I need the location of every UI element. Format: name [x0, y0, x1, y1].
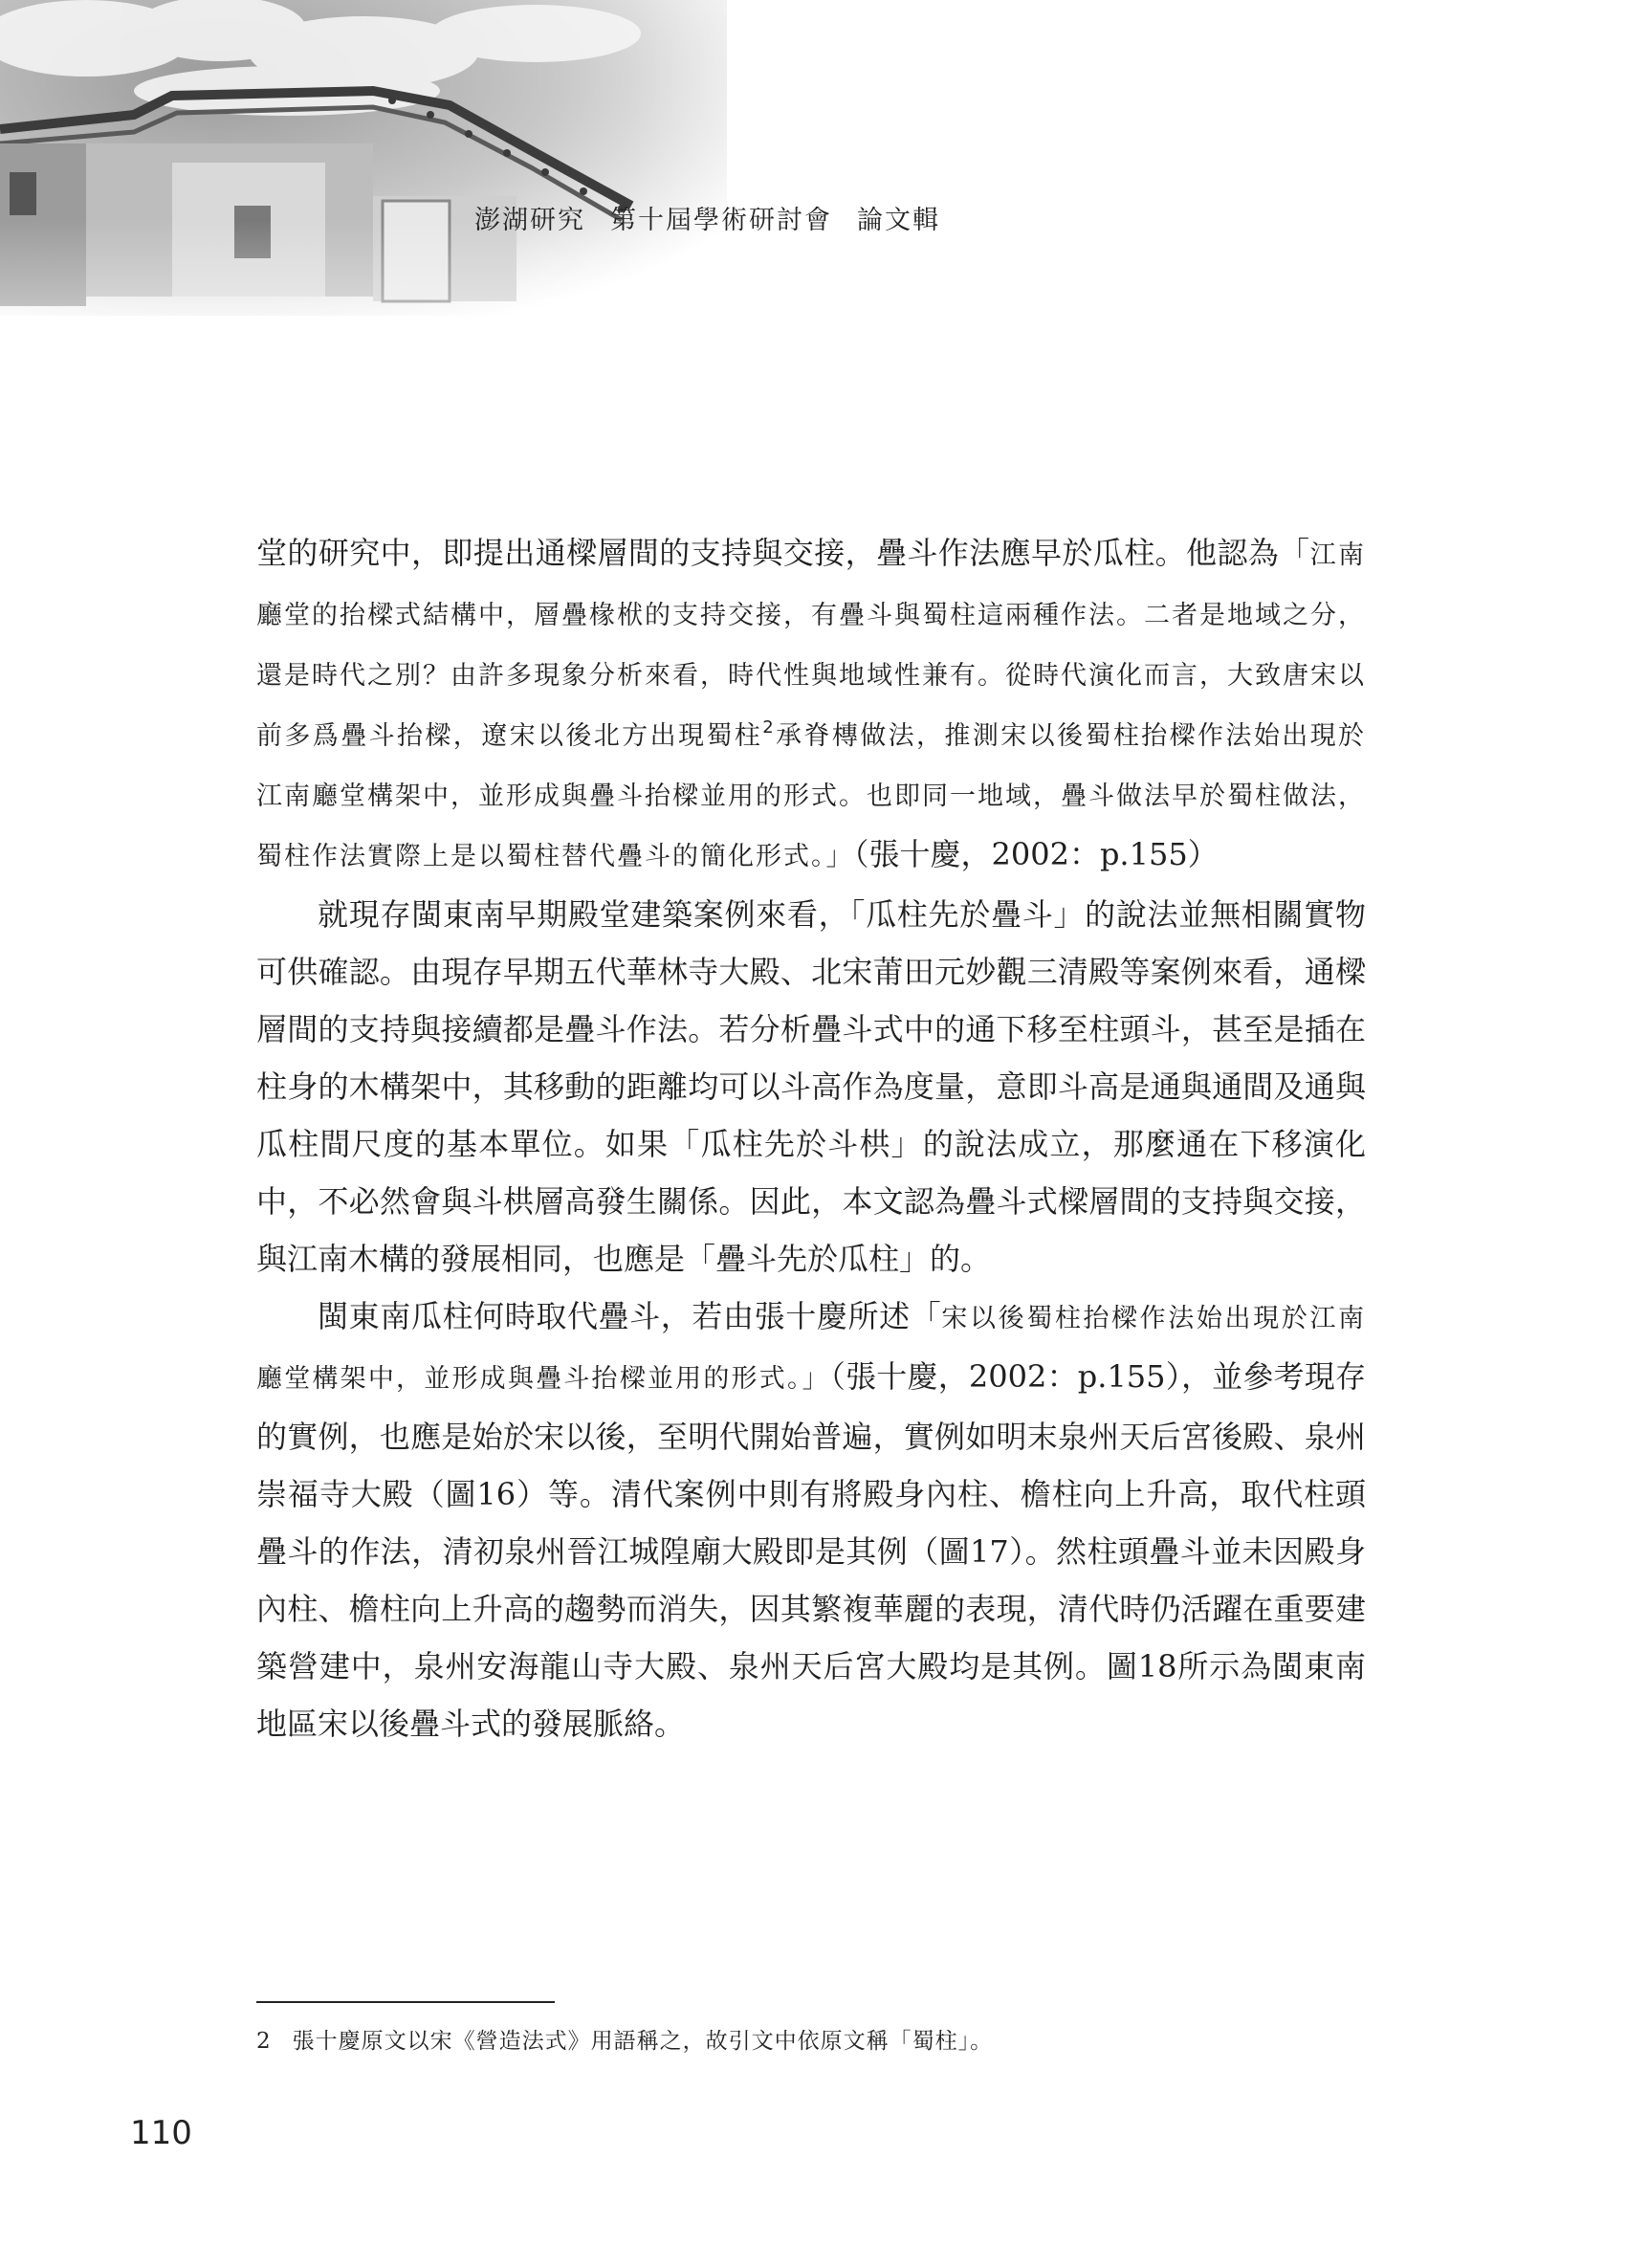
block-quote-2: 宋以後蜀柱抬樑作法始出現於江南廳堂構架中，並形成與疊斗抬樑並用的形式。」 — [256, 1304, 1366, 1394]
quote-1-part-2: 承脊槫做法，推測宋以後蜀柱抬樑作法始出現於江南廳堂構架中，並形成與疊斗抬樑並用的形式。也即同一地域，疊斗做法早於蜀柱做法，蜀柱作法實際上是以蜀柱替代疊斗的簡化形式。」 — [256, 721, 1367, 871]
paragraph-3 — [256, 1288, 1366, 1752]
paragraph-3-rest: （張十慶，2002：p.155），並參考現存的實例，也應是始於宋以後，至明代開始普遍，實例如明末泉州天后宮後殿、泉州崇福寺大殿（圖16）等。清代案例中則有將殿身內柱、檐柱向上升高，取代柱頭疊斗的作法，清初泉州晉江城隍廟大殿即是其例（圖17）。然柱頭疊斗並未因殿身內柱、檐柱向上升高的趨勢而消失，因其繁複華麗的表現，清代時仍活躍在重要建築營建中，泉州安海龍山寺大殿、泉州天后宮大殿均是其例。圖18所示為閩東南地區宋以後疊斗式的發展脈絡。 — [256, 1358, 1366, 1742]
footnote-divider — [256, 2001, 555, 2003]
paragraph-1 — [256, 524, 1366, 886]
footnote-number: 2 — [256, 2029, 272, 2054]
volume-name: 論文輯 — [857, 206, 940, 235]
paragraph-2: 就現存閩東南早期殿堂建築案例來看，「瓜柱先於疊斗」的說法並無相關實物可供確認。由現存早期五代華林寺大殿、北宋莆田元妙觀三清殿等案例來看，通樑層間的支持與接續都是疊斗作法。若分析疊斗式中的通下移至柱頭斗，甚至是插在柱身的木構架中，其移動的距離均可以斗高作為度量，意即斗高是通與通間及通與瓜柱間尺度的基本單位。如果「瓜柱先於斗栱」的說法成立，那麼通在下移演化中，不必然會與斗栱層高發生關係。因此，本文認為疊斗式樑層間的支持與交接，與江南木構的發展相同，也應是「疊斗先於瓜柱」的。 — [256, 896, 1366, 1277]
footnote-text: 張十慶原文以宋《營造法式》用語稱之，故引文中依原文稱「蜀柱」。 — [292, 2029, 994, 2054]
citation-1: （張十慶，2002：p.155） — [853, 836, 1219, 872]
block-quote-1 — [256, 540, 1366, 871]
journal-name: 澎湖研究 — [474, 206, 585, 235]
conference-name: 第十屆學術研討會 — [610, 206, 832, 235]
paragraph-3-lead: 閩東南瓜柱何時取代疊斗，若由張十慶所述「 — [318, 1298, 942, 1334]
quote-1-part-1: 江南廳堂的抬樑式結構中，層疊椽栿的支持交接，有疊斗與蜀柱這兩種作法。二者是地域之分，還是時代之別？由許多現象分析來看，時代性與地域性兼有。從時代演化而言，大致唐宋以前多爲疊斗抬樑，遼宋以後北方出現蜀柱 — [256, 540, 1366, 751]
footnote-marker: 2 — [762, 717, 776, 738]
paragraph-1-lead: 堂的研究中，即提出通樑層間的支持與交接，疊斗作法應早於瓜柱。他認為「 — [256, 535, 1310, 571]
page-number: 110 — [130, 2114, 192, 2152]
footnote — [256, 2023, 993, 2055]
main-body — [256, 524, 1366, 1752]
running-header — [474, 199, 940, 236]
